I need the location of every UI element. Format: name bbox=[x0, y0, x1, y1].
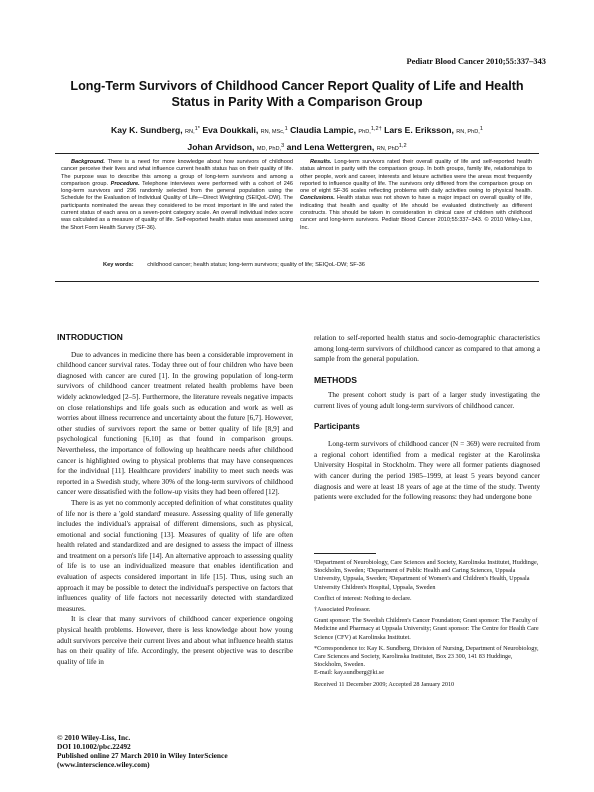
doi: DOI 10.1002/pbc.22492 bbox=[57, 742, 131, 751]
author: Johan Arvidson, MD, PhD,$^3$ bbox=[187, 142, 285, 152]
methods-paragraph-2: Long-term survivors of childhood cancer (N = 369) were recruited from a regional cohort identified from a medical register at the Karolinska University Hospital in Stockholm. They were all former patients diagnosed with cancer during the period 1985–1999, at least 5 years beyond cancer diagnosis and were at least 18 years of age at the time of the study. Twenty patients were excluded for the following reasons: they had undergone bone bbox=[314, 440, 540, 502]
footnotes bbox=[314, 559, 540, 692]
right-column bbox=[314, 333, 540, 503]
conclusions-label: Conclusions. bbox=[300, 195, 335, 202]
article-title: Long-Term Survivors of Childhood Cancer Report Quality of Life and Health Status in Parity With a Comparison Group bbox=[70, 79, 524, 109]
intro-heading: INTRODUCTION bbox=[57, 332, 123, 342]
results-label: Results. bbox=[310, 159, 332, 165]
correspondence: *Correspondence to: Kay K. Sundberg, Division of Nursing, Department of Neurobiology, Care Sciences and Society, Karolinska Institutet, Box 23 300, 141 83 Huddinge, Stockholm, Sweden. bbox=[314, 644, 539, 669]
affiliations: ¹Department of Neurobiology, Care Sciences and Society, Karolinska Institutet, Huddinge, Stockholm, Sweden; ²Department of Public Health and Caring Sciences, Uppsala University, Uppsala, Sweden; ³Department of Women's and Children's Health, Uppsala University Children's Hospital, Uppsala, Sweden bbox=[314, 559, 539, 591]
conclusions-text: Health status was not shown to have a major impact on overall quality of life, indicating that health and quality of life should be evaluated distinctively as different constructs. This should be taken in consideration in clinical care of children with childhood cancer and long-term survivors. Pediatr Blood Cancer 2010;55:337–343. © 2010 Wiley-Liss, Inc. bbox=[300, 195, 533, 231]
intro-paragraph-3: It is clear that many survivors of childhood cancer experience ongoing physical health problems. However, there is less knowledge about how young adult survivors perceive their current lives and about what influence health status has on their quality of life. Accordingly, the present objective was to describe quality of life in bbox=[57, 615, 293, 666]
methods-heading: METHODS bbox=[314, 374, 357, 385]
grant-sponsors: Grant sponsor: The Swedish Children's Cancer Foundation; Grant sponsor: The Faculty of Medicine and Pharmacy at Uppsala University; Grant sponsor: The Centre for Health Care Science (CFV) at Karolinska Institutet. bbox=[314, 617, 539, 641]
email: E-mail: kay.sundberg@ki.se bbox=[314, 669, 384, 677]
publication-footer bbox=[57, 733, 228, 769]
background-text: There is a need for more knowledge about how survivors of childhood cancer perceive their lives and what influence current health status has on their quality of life. The purpose was to describe this among a group of long-term survivors and among a comparison group. bbox=[61, 159, 293, 187]
author: and Lena Wettergren, RN, PhD$^{1,2}$ bbox=[286, 142, 407, 152]
publisher-url: (www.interscience.wiley.com) bbox=[57, 760, 150, 769]
author: Claudia Lampic, PhD,$^{1,2\dagger}$ bbox=[290, 125, 382, 135]
participants-heading: Participants bbox=[314, 421, 360, 431]
author: Eva Doukkali, RN, MSc,$^1$ bbox=[202, 125, 288, 135]
keywords-text: childhood cancer; health status; long-term survivors; quality of life; SEIQoL-DW; SF-36 bbox=[147, 262, 365, 268]
procedure-text: Telephone interviews were performed with a cohort of 246 long-term survivors and 296 randomly selected from the general population using the Schedule for the Evaluation of Individual Quality of Life—Direct Weighting (SEIQoL-DW). The participants nominated the areas they considered to be most important in life and rated the current status of each area on a seven-point category scale. An overall individual index score was calculated as a measure of quality of life. Self-reported health status was assessed using the Short Form Health Survey (SF-36). bbox=[61, 180, 293, 231]
intro-paragraph-1: Due to advances in medicine there has been a considerable improvement in childhood cancer survival rates. Today three out of four children who have been diagnosed with cancer are cured [1]. In the growing population of long-term survivors of childhood cancer treatment related health problems have been widely acknowledged [2–5]. Furthermore, the literature reveals negative impacts on close relationships and life goals such as education and work as well as worries about illness recurrence and uncertainty about the future [6,7]. However, other studies of survivors report the same or better quality of life [8,9] and psychological functioning [6,10] as that found in comparison groups. Nevertheless, the importance of following up healthcare needs after childhood cancer is highlighted owing to physical problems that may have consequences for the individual [11]. Healthcare providers' inability to meet such needs was reported in a Swedish study, where 30% of the long-term survivors of childhood cancer were dissatisfied with the follow-up visits they had been offered [12]. bbox=[57, 350, 293, 497]
journal-reference: Pediatr Blood Cancer 2010;55:337–343 bbox=[406, 57, 546, 66]
published-online: Published online 27 March 2010 in Wiley InterScience bbox=[57, 751, 228, 760]
abstract-right-column bbox=[300, 159, 532, 232]
copyright: © 2010 Wiley-Liss, Inc. bbox=[57, 733, 131, 742]
abstract-left-column bbox=[61, 159, 293, 232]
results-text: Long-term survivors rated their overall quality of life and self-reported health status almost in parity with the comparison group. In both groups, family life, relationships to other people, work and career, interests and leisure activities were the areas most frequently reported to influence quality of life. The survivors only differed from the comparison group on one of eight SF-36 scales reflecting problems with daily activities owing to physical health. bbox=[300, 159, 532, 195]
keywords-label: Key words: bbox=[103, 262, 134, 268]
procedure-label: Procedure. bbox=[110, 180, 140, 187]
conflict-statement: Conflict of interest: Nothing to declare. bbox=[314, 594, 412, 602]
author: Kay K. Sundberg, RN,$^{1*}$ bbox=[111, 125, 200, 135]
received-dates: Received 11 December 2009; Accepted 28 January 2010 bbox=[314, 680, 455, 688]
author: Lars E. Eriksson, RN, PhD,$^1$ bbox=[384, 125, 483, 135]
methods-paragraph-1: The present cohort study is part of a larger study investigating the current lives of young adult long-term survivors of childhood cancer. bbox=[314, 391, 540, 410]
intro-paragraph-3-continued: relation to self-reported health status and socio-demographic characteristics among long-term survivors of childhood cancer as compared to that among a sample from the general population. bbox=[314, 334, 540, 364]
left-column bbox=[57, 332, 293, 667]
background-label: Background. bbox=[71, 159, 105, 165]
associated-note: †Associated Professor. bbox=[314, 606, 371, 614]
footnote-divider bbox=[314, 553, 376, 554]
intro-paragraph-2: There is as yet no commonly accepted definition of what constitutes quality of life nor is there a 'gold standard' measure. Assessing quality of life generally includes the individual's appraisal of different dimensions, such as physical, emotional and social functioning [13]. Measures of quality of life are often health related and standardized and are designed to assess the impact of illness and treatment on a person's life [14]. An alternative approach to assessing quality of life is to use an individualized measure that enables identification and evaluation of aspects considered important in life [15]. Thus, using such an approach it may be possible to detect the individual's perspective on factors that influences quality of life factors not necessarily detected with standardized measures. bbox=[57, 498, 293, 613]
author-list bbox=[60, 122, 534, 156]
keywords bbox=[103, 262, 365, 268]
